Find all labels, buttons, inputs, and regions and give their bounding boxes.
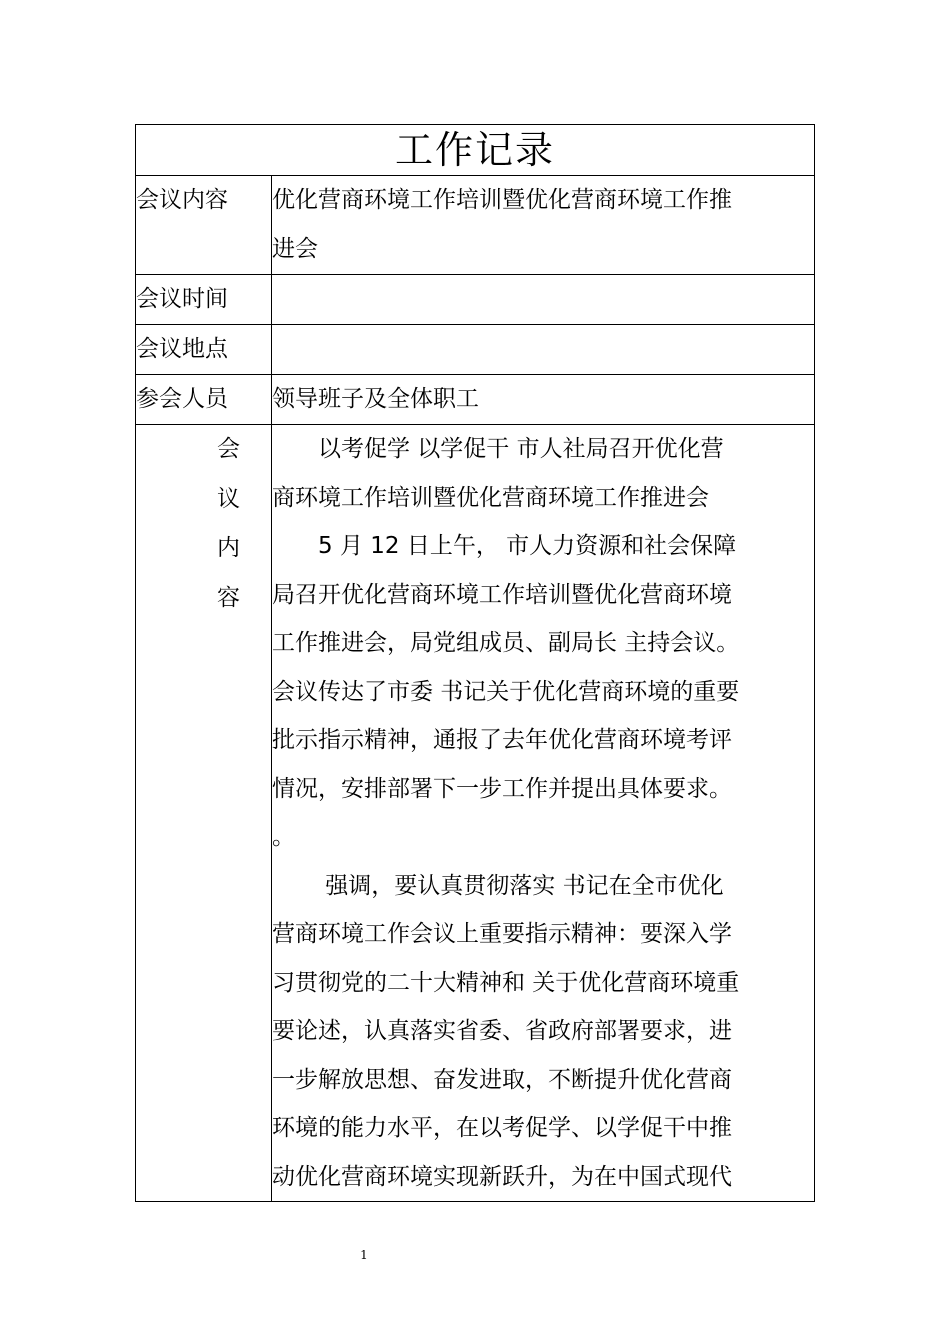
row-meeting-content bbox=[136, 176, 815, 275]
body-line: 局召开优化营商环境工作培训暨优化营商环境 bbox=[272, 581, 732, 608]
record-title: 工作记录 bbox=[136, 125, 815, 176]
value-meeting-time bbox=[272, 275, 815, 325]
label-meeting-location: 会议地点 bbox=[136, 325, 272, 375]
body-line: 一步解放思想、奋发进取，不断提升优化营商 bbox=[272, 1066, 732, 1093]
vertical-label-char: 会 bbox=[217, 436, 240, 462]
label-meeting-content: 会议内容 bbox=[136, 176, 272, 275]
label-meeting-body bbox=[136, 425, 272, 1202]
vertical-label-char: 内 bbox=[217, 535, 240, 561]
label-meeting-time: 会议时间 bbox=[136, 275, 272, 325]
page-number: 1 bbox=[360, 1248, 368, 1262]
body-line: 以考促学 以学促干 市人社局召开优化营 bbox=[272, 436, 724, 462]
work-record-table bbox=[135, 124, 815, 1202]
body-line: 营商环境工作会议上重要指示精神：要深入学 bbox=[272, 921, 732, 947]
body-line: 会议传达了市委 书记关于优化营商环境的重要 bbox=[272, 678, 740, 705]
meeting-body-text bbox=[272, 425, 815, 1202]
value-meeting-content bbox=[272, 176, 815, 275]
label-attendees: 参会人员 bbox=[136, 375, 272, 425]
body-line: 商环境工作培训暨优化营商环境工作推进会 bbox=[272, 484, 709, 511]
value-line: 优化营商环境工作培训暨优化营商环境工作推 bbox=[272, 187, 732, 213]
body-line: 批示指示精神，通报了去年优化营商环境考评 bbox=[272, 727, 732, 753]
value-line: 进会 bbox=[272, 236, 318, 262]
row-meeting-location bbox=[136, 325, 815, 375]
row-meeting-time bbox=[136, 275, 815, 325]
body-line: 。 bbox=[272, 824, 295, 850]
row-attendees bbox=[136, 375, 815, 425]
value-meeting-location bbox=[272, 325, 815, 375]
body-line: 习贯彻党的二十大精神和 关于优化营商环境重 bbox=[272, 969, 740, 996]
body-line: 环境的能力水平，在以考促学、以学促干中推 bbox=[272, 1115, 732, 1141]
body-line: 情况，安排部署下一步工作并提出具体要求。 bbox=[272, 775, 732, 802]
body-line: 5 月 12 日上午， 市人力资源和社会保障 bbox=[272, 533, 737, 559]
vertical-label-char: 容 bbox=[217, 584, 240, 611]
value-attendees: 领导班子及全体职工 bbox=[272, 375, 815, 425]
body-line: 要论述，认真落实省委、省政府部署要求，进 bbox=[272, 1018, 732, 1044]
vertical-label-char: 议 bbox=[217, 485, 240, 512]
body-line: 工作推进会，局党组成员、副局长 主持会议。 bbox=[272, 630, 740, 656]
row-meeting-body bbox=[136, 425, 815, 1202]
body-line: 强调，要认真贯彻落实 书记在全市优化 bbox=[272, 872, 724, 899]
body-line: 动优化营商环境实现新跃升，为在中国式现代 bbox=[272, 1163, 732, 1190]
